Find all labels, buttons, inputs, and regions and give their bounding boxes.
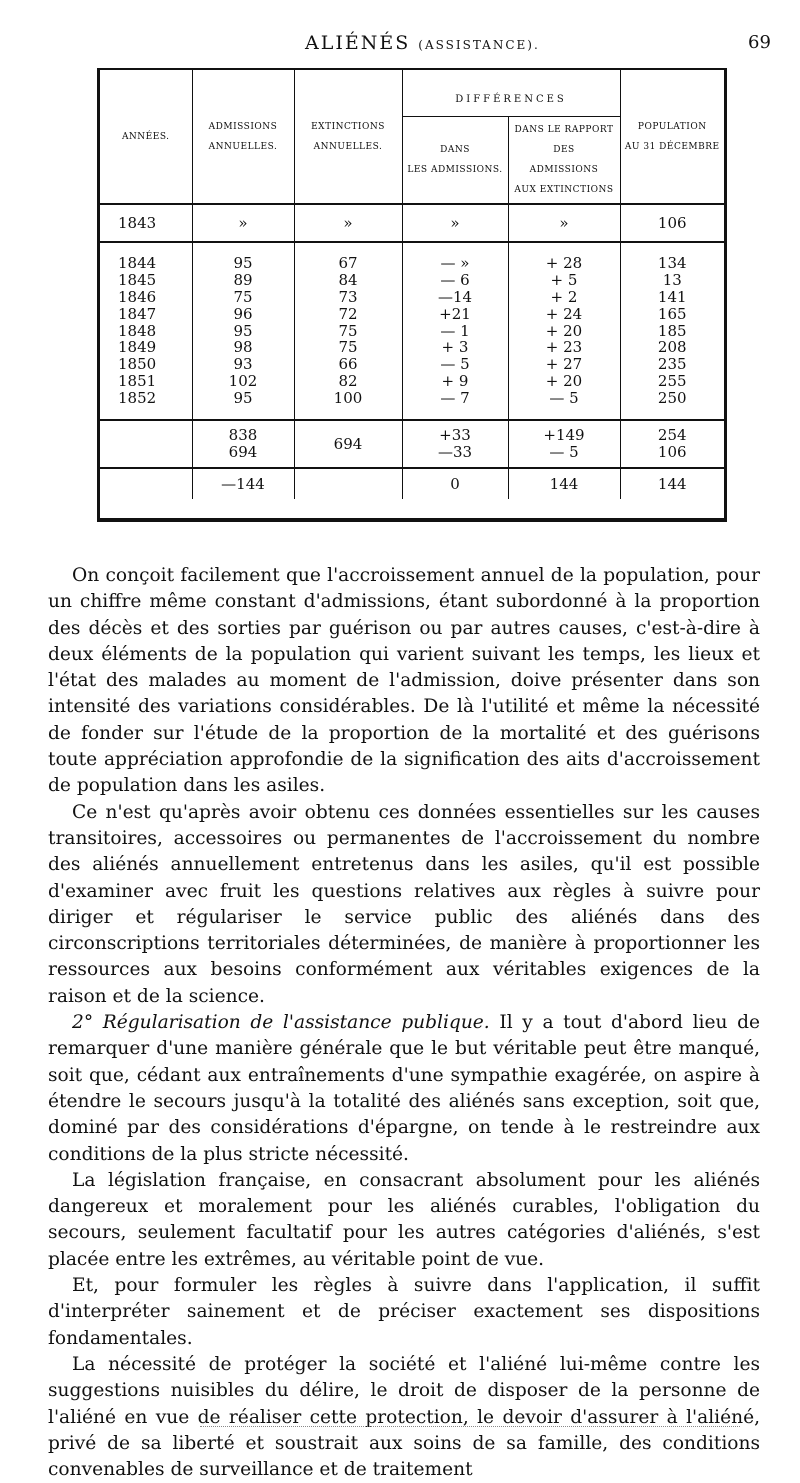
totals-drap-cell xyxy=(508,420,620,468)
page-number: 69 xyxy=(748,32,771,53)
totals-dadm-cell xyxy=(402,420,508,468)
header-diff-rapport-l1: DANS LE RAPPORT xyxy=(514,125,614,135)
table-cell: 208 xyxy=(657,338,687,357)
header-extinctions-l1: EXTINCTIONS xyxy=(311,121,385,132)
table-cell: 165 xyxy=(657,304,687,323)
footer-rule xyxy=(200,1426,740,1427)
totals-pop-l1: 254 xyxy=(657,426,687,445)
header-admissions-l2: ANNUELLES. xyxy=(208,141,278,152)
cell-year-1843: 1843 xyxy=(100,204,192,242)
header-admissions xyxy=(192,70,294,204)
table-cell: 89 xyxy=(233,271,253,290)
running-title-paren: (ASSISTANCE). xyxy=(418,38,540,52)
diff-admissions-column xyxy=(402,242,508,420)
header-diff-rapport-l3: ADMISSIONS xyxy=(529,165,599,175)
totals-adm-l2: 694 xyxy=(228,443,258,461)
table-row: 1844 xyxy=(118,254,157,273)
table-cell: 96 xyxy=(233,304,253,323)
table-cell: —14 xyxy=(437,288,473,306)
final-years-cell xyxy=(100,468,192,499)
totals-ext: 694 xyxy=(333,434,363,453)
table-cell: 66 xyxy=(338,355,358,374)
header-extinctions-l2: ANNUELLES. xyxy=(313,141,383,152)
diff-rapport-column xyxy=(508,242,620,420)
table-cell: 250 xyxy=(657,388,687,407)
totals-years-cell xyxy=(100,420,192,468)
table-cell: + 28 xyxy=(545,254,583,273)
final-dadm: 0 xyxy=(402,468,508,499)
table-row: 1846 xyxy=(118,288,157,306)
table-row-totals xyxy=(100,420,724,468)
years-column xyxy=(100,242,192,420)
table-cell: 102 xyxy=(228,371,258,390)
table-cell: 13 xyxy=(662,271,682,290)
cell-dadm-1843: » xyxy=(402,204,508,242)
header-diff-admissions-l1: DANS xyxy=(440,145,470,155)
population-column xyxy=(620,242,724,420)
table-cell: — 1 xyxy=(440,321,470,340)
table-cell: 84 xyxy=(338,271,358,290)
table-cell: 98 xyxy=(233,338,253,357)
totals-pop-l2: 106 xyxy=(657,443,687,461)
header-diff-rapport xyxy=(508,117,620,205)
table-cell: + 20 xyxy=(545,371,583,390)
table-cell: 67 xyxy=(338,254,358,273)
table-cell: — » xyxy=(440,254,470,273)
table-row: 1847 xyxy=(118,304,157,323)
header-diff-rapport-l2: DES xyxy=(553,145,575,155)
totals-adm-cell xyxy=(192,420,294,468)
header-diff-admissions xyxy=(402,117,508,205)
table-cell: 73 xyxy=(338,288,358,306)
header-admissions-l1: ADMISSIONS xyxy=(208,121,278,132)
totals-ext-cell xyxy=(294,420,402,468)
table-cell: 141 xyxy=(657,288,687,306)
table-cell: + 3 xyxy=(441,338,469,357)
paragraph-4: La législation française, en consacrant absolument pour les aliénés dangereux et moralement pour les aliénés curables, l'obligation du secours, seulement facultatif pour les autres catégories d'aliénés, s'est placée entre les extrêmes, au véritable point de vue. xyxy=(48,1169,760,1270)
table-row: 1851 xyxy=(118,371,157,390)
section-title: 2° Régularisation de l'assistance publique. xyxy=(72,1012,490,1034)
header-population xyxy=(620,70,724,204)
table-cell: 134 xyxy=(657,254,687,273)
table-cell: + 5 xyxy=(550,271,578,290)
table-row-1843 xyxy=(100,204,724,242)
table-cell: 95 xyxy=(233,254,253,273)
table-cell: 255 xyxy=(657,371,687,390)
paragraph-2: Ce n'est qu'après avoir obtenu ces données essentielles sur les causes transitoires, accessoires ou permanentes de l'accroissement du nombre des aliénés annuellement entretenus dans les asiles, qu'il est possible d'examiner avec fruit les questions relatives aux règles à suivre pour diriger et régulariser le service public des aliénés dans des circonscriptions territoriales déterminées, de manière à proportionner les ressources aux besoins conformément aux véritables exigences de la raison et de la science. xyxy=(48,801,760,1007)
table-cell: + 27 xyxy=(545,355,583,374)
paragraph-5: Et, pour formuler les règles à suivre dans l'application, il suffit d'interpréter sainement et de préciser exactement ses dispositions fondamentales. xyxy=(48,1275,760,1349)
extinctions-column xyxy=(294,242,402,420)
table-cell: — 6 xyxy=(440,271,470,290)
totals-dadm-l1: +33 xyxy=(439,426,471,445)
cell-adm-1843: » xyxy=(192,204,294,242)
table-row: 1848 xyxy=(118,321,157,340)
table-cell: 75 xyxy=(233,288,253,306)
totals-dadm-l2: —33 xyxy=(437,443,473,461)
table-cell: 95 xyxy=(233,388,253,407)
paragraph-6: La nécessité de protéger la société et l'aliéné lui-même contre les suggestions nuisibles du délire, le droit de disposer de la personne de l'aliéné en vue de réaliser cette protection, le devoir d'assurer à l'aliéné, privé de sa liberté et soustrait aux soins de sa famille, des conditions convenables de surveillance et de traitement xyxy=(48,1353,760,1481)
table-row: 1849 xyxy=(118,338,157,357)
table-cell: 95 xyxy=(233,321,253,340)
table-cell: + 9 xyxy=(441,371,469,390)
totals-adm-l1: 838 xyxy=(228,426,258,445)
table-cell: — 7 xyxy=(440,388,470,407)
table-cell: + 20 xyxy=(545,321,583,340)
statistics-table xyxy=(100,70,724,499)
cell-ext-1843: » xyxy=(294,204,402,242)
table-cell: 82 xyxy=(338,371,358,390)
paragraph-3 xyxy=(48,1010,760,1168)
table-cell: +21 xyxy=(439,304,471,323)
table-cell: — 5 xyxy=(549,388,579,407)
running-title-main: ALIÉNÉS xyxy=(305,32,411,54)
totals-drap-l2: — 5 xyxy=(549,443,579,461)
final-adm: —144 xyxy=(192,468,294,499)
table-row: 1852 xyxy=(118,388,157,407)
paragraph-3-text: Il y a tout d'abord lieu de remarquer d'une manière générale que le but véritable peut être manqué, soit que, cédant aux entraînements d'une sympathie exagérée, on aspire à étendre le secours jusqu'à la totalité des aliénés sans exception, soit que, dominé par des considérations d'épargne, on tende à le restreindre aux conditions de la plus stricte nécessité. xyxy=(48,1012,760,1165)
running-title xyxy=(305,32,540,54)
table-row-final xyxy=(100,468,724,499)
statistics-table-frame xyxy=(97,68,727,522)
header-years-label: ANNÉES. xyxy=(121,131,170,142)
table-cell: 75 xyxy=(338,338,358,357)
header-population-l2: AU 31 DÉCEMBRE xyxy=(624,141,720,152)
table-cell: + 23 xyxy=(545,338,583,357)
table-row: 1845 xyxy=(118,271,157,290)
table-row: 1850 xyxy=(118,355,157,374)
table-cell: 235 xyxy=(657,355,687,374)
body-text xyxy=(48,563,760,1483)
totals-pop-cell xyxy=(620,420,724,468)
table-cell: + 2 xyxy=(550,288,578,306)
table-cell: — 5 xyxy=(440,355,470,374)
table-cell: 93 xyxy=(233,355,253,374)
header-years xyxy=(100,70,192,204)
final-pop: 144 xyxy=(620,468,724,499)
final-ext xyxy=(294,468,402,499)
header-population-l1: POPULATION xyxy=(637,121,707,132)
header-extinctions xyxy=(294,70,402,204)
paragraph-1: On conçoit facilement que l'accroissement annuel de la population, pour un chiffre même constant d'admissions, étant subordonné à la proportion des décès et des sorties par guérison ou par autres causes, c'est-à-dire à deux éléments de la population qui varient suivant les temps, les lieux et l'état des malades au moment de l'admission, doive présenter dans son intensité des variations considérables. De là l'utilité et même la nécessité de fonder sur l'étude de la proportion de la mortalité et des guérisons toute appréciation approfondie de la signification des aits d'accroissement de population dans les asiles. xyxy=(48,565,760,797)
table-cell: 185 xyxy=(657,321,687,340)
final-drap: 144 xyxy=(508,468,620,499)
totals-drap-l1: +149 xyxy=(543,426,585,445)
header-differences: DIFFÉRENCES xyxy=(402,70,620,117)
table-cell: 75 xyxy=(338,321,358,340)
table-cell: 72 xyxy=(338,304,358,323)
admissions-column xyxy=(192,242,294,420)
header-diff-admissions-l2: LES ADMISSIONS. xyxy=(407,165,503,175)
table-row-block-1844-1852 xyxy=(100,242,724,420)
table-cell: + 24 xyxy=(545,304,583,323)
table-cell: 100 xyxy=(333,388,363,407)
cell-drap-1843: » xyxy=(508,204,620,242)
header-diff-rapport-l4: AUX EXTINCTIONS xyxy=(514,185,614,195)
cell-pop-1843: 106 xyxy=(620,204,724,242)
running-head xyxy=(0,30,800,60)
